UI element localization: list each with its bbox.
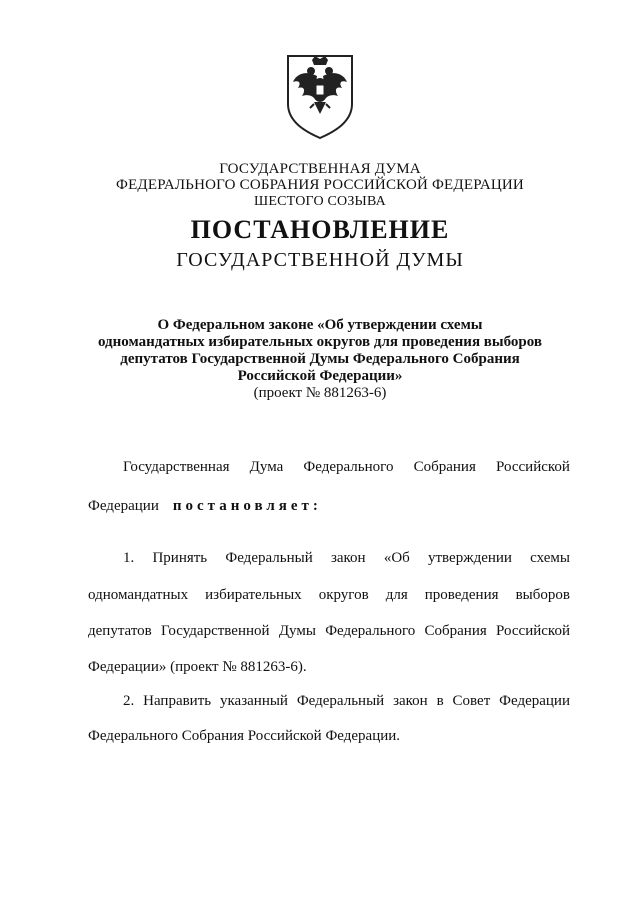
item1-line-1	[123, 549, 570, 567]
word: Российской	[496, 459, 570, 475]
word: Принять	[152, 550, 208, 566]
project-number: (проект № 881263-6)	[253, 385, 387, 401]
item2-line-2: Федерального Собрания Российской Федерации.	[88, 728, 401, 744]
intro-line-1	[123, 458, 570, 476]
word: Федеральный	[296, 693, 385, 709]
item-number: 2.	[123, 693, 135, 709]
word: Собрания	[424, 623, 487, 639]
item1-line-3	[88, 622, 570, 640]
word: для	[385, 587, 408, 603]
item2-line-1	[123, 692, 570, 710]
issuer-line-2: ФЕДЕРАЛЬНОГО СОБРАНИЯ РОССИЙСКОЙ ФЕДЕРАЦИИ	[116, 177, 524, 193]
word: Собрания	[413, 459, 476, 475]
word: проведения	[424, 587, 499, 603]
word: одномандатных	[88, 587, 189, 603]
word: избирательных	[205, 587, 302, 603]
subject-line-1: О Федеральном законе «Об утверждении схемы	[157, 317, 483, 333]
word: Федерации	[499, 693, 570, 709]
decree-word: постановляет:	[172, 498, 322, 514]
item-number: 1.	[123, 550, 135, 566]
word: депутатов	[88, 623, 152, 639]
word: «Об	[383, 550, 410, 566]
word: Дума	[249, 459, 284, 475]
item1-line-2	[88, 586, 570, 604]
word: закон	[330, 550, 366, 566]
word: закон	[393, 693, 428, 709]
issuer-line-3: ШЕСТОГО СОЗЫВА	[254, 194, 386, 209]
russian-coat-of-arms-icon	[284, 52, 356, 142]
word: Федеральный	[225, 550, 313, 566]
intro-line-2	[88, 497, 570, 515]
word: Думы	[278, 623, 316, 639]
word: схемы	[530, 550, 570, 566]
word: выборов	[515, 587, 570, 603]
word: Государственная	[123, 459, 230, 475]
word: Государственной	[161, 623, 270, 639]
item1-line-4: Федерации» (проект № 881263-6).	[88, 659, 307, 675]
subject-line-3: депутатов Государственной Думы Федерального Собрания	[120, 351, 520, 367]
word: Федерального	[303, 459, 394, 475]
subject-line-4: Российской Федерации»	[237, 368, 403, 384]
word: Совет	[452, 693, 491, 709]
intro-federation-word: Федерации	[88, 498, 159, 514]
word: Федерального	[325, 623, 416, 639]
word: в	[436, 693, 444, 709]
document-title: ПОСТАНОВЛЕНИЕ	[190, 215, 450, 244]
subject-line-2: одномандатных избирательных округов для проведения выборов	[97, 334, 542, 350]
document-subtitle: ГОСУДАРСТВЕННОЙ ДУМЫ	[176, 249, 464, 271]
word: утверждении	[428, 550, 512, 566]
word: указанный	[219, 693, 288, 709]
word: Российской	[496, 623, 570, 639]
word: Направить	[143, 693, 212, 709]
word: округов	[318, 587, 369, 603]
issuer-line-1: ГОСУДАРСТВЕННАЯ ДУМА	[219, 161, 421, 177]
